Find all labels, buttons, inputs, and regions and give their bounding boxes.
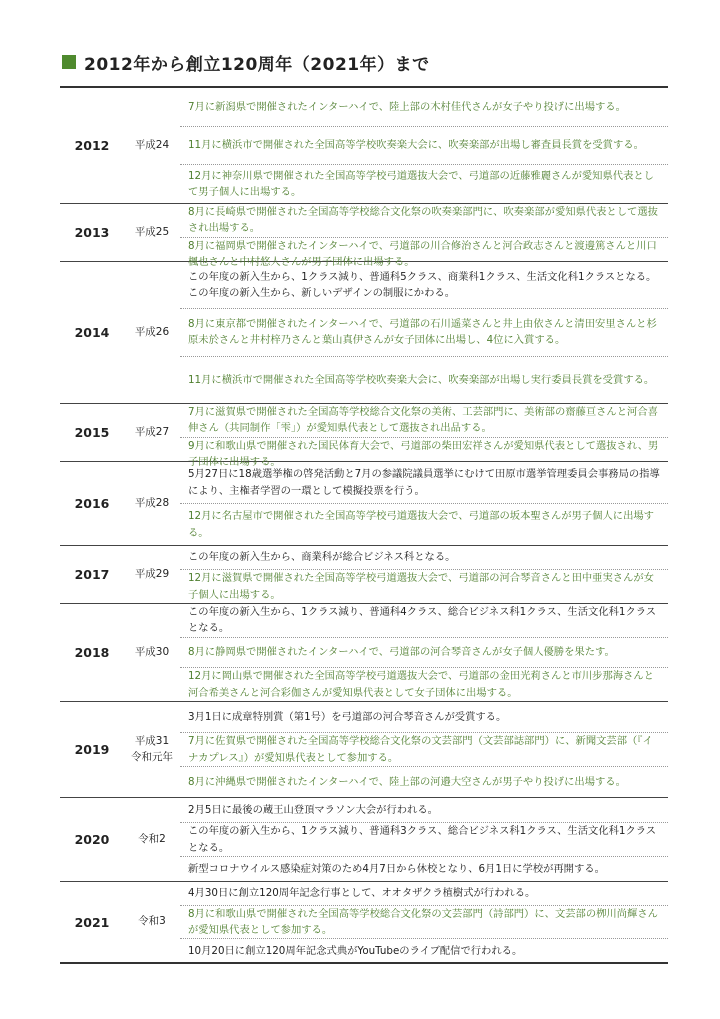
events-list [180,798,668,881]
title-square-icon [62,55,76,69]
era-name: 令和元年 [131,750,173,763]
year-label: 2016 [74,496,110,511]
year-label: 2013 [74,225,110,240]
year-label: 2021 [74,914,110,930]
event-item: 9月に和歌山県で開催された国民体育大会で、弓道部の柴田宏祥さんが愛知県代表として選抜され、男子団体に出場する。 [188,439,659,469]
events-list [180,702,668,797]
year-label: 2015 [74,425,110,440]
year-block-2013 [60,204,668,269]
era-name: 平成25 [134,225,170,238]
year-label: 2014 [74,325,110,340]
history-table [60,88,668,964]
events-list [180,882,668,962]
event-item: 11月に横浜市で開催された全国高等学校吹奏楽大会に、吹奏楽部が出場し審査員長賞を受賞する。 [180,127,668,166]
event-item: この年度の新入生から、商業科が総合ビジネス科となる。 [180,546,668,570]
event-item: 7月に滋賀県で開催された全国高等学校総合文化祭の美術、工芸部門に、美術部の齋藤亘さんと河合喜伸さん（共同制作「雫」）が愛知県代表として選抜され出品する。 [180,404,668,438]
year-block-2018 [60,604,668,702]
year-block-2012 [60,88,668,204]
era-label [124,462,180,545]
event-item: 12月に名古屋市で開催された全国高等学校弓道選抜大会で、弓道部の坂本聖さんが男子個人に出場する。 [188,510,654,539]
era-name: 平成24 [134,138,170,151]
year-label: 2020 [74,832,110,847]
era-label [124,702,180,797]
event-item: 11月に横浜市で開催された全国高等学校吹奏楽大会に、吹奏楽部が出場し実行委員長賞を受賞する。 [188,373,655,386]
era-name: 平成27 [134,425,170,438]
event-item: この年度の新入生から、1クラス減り、普通科3クラス、総合ビジネス科1クラス、生活文化科1クラスとなる。 [180,823,668,857]
event-item: 8月に東京都で開催されたインターハイで、弓道部の石川遥菜さんと井上由依さんと清田安里さんと杉原未於さんと井村梓乃さんと葉山真伊さんが女子団体に出場し、4位に入賞する。 [180,309,668,356]
year-label: 2017 [74,567,110,582]
event-item: 12月に岡山県で開催された全国高等学校弓道選抜大会で、弓道部の金田光莉さんと市川步那海さんと河合希美さんと河合彩伽さんが愛知県代表として女子団体に出場する。 [188,670,654,699]
event-item: 8月に福岡県で開催されたインターハイで、弓道部の川合修治さんと河合政志さんと渡邊篤さんと川口楓也さんと中村悠人さんが男子団体に出場する。 [188,239,657,269]
event-item: 8月に和歌山県で開催された全国高等学校総合文化祭の文芸部門（詩部門）に、文芸部の栁川尚輝さんが愛知県代表として参加する。 [180,906,668,940]
era-name: 平成30 [134,645,170,658]
era-label [124,204,180,261]
events-list [180,404,668,469]
events-list [180,88,668,203]
year-block-2020 [60,798,668,882]
year-block-2015 [60,404,668,469]
event-item: 12月に滋賀県で開催された全国高等学校弓道選抜大会で、弓道部の河合琴音さんと田中亜実さんが女子個人に出場する。 [188,572,654,601]
events-list [180,204,668,269]
event-item: 2月5日に最後の蔵王山登頂マラソン大会が行われる。 [180,798,668,823]
event-item: 7月に佐賀県で開催された全国高等学校総合文化祭の文芸部門（文芸部誌部門）に、新聞文芸部（『イナカプレス』）が愛知県代表として参加する。 [180,733,668,767]
year-block-2017 [60,546,668,604]
year-block-2019 [60,702,668,798]
era-label [124,88,180,203]
event-item: 8月に沖縄県で開催されたインターハイで、陸上部の河邉大空さんが男子やり投げに出場する。 [188,775,626,788]
event-item: 3月1日に成章特別賞（第1号）を弓道部の河合琴音さんが受賞する。 [180,702,668,733]
events-list [180,546,668,603]
event-item: 8月に静岡県で開催されたインターハイで、弓道部の河合琴音さんが女子個人優勝を果たす。 [180,638,668,668]
era-name: 令和2 [138,832,166,845]
era-label [124,798,180,881]
era-label [124,882,180,962]
event-item: 12月に神奈川県で開催された全国高等学校弓道選抜大会で、弓道部の近藤雅麗さんが愛知県代表として男子個人に出場する。 [188,169,654,199]
year-label: 2018 [74,645,110,660]
era-name: 平成31 [134,735,170,748]
event-item: 8月に長崎県で開催された全国高等学校総合文化祭の吹奏楽部門に、吹奏楽部が愛知県代表として選抜され出場する。 [180,204,668,238]
event-item: 新型コロナウイルス感染症対策のため4月7日から休校となり、6月1日に学校が再開する。 [188,862,605,875]
event-item: 5月27日に18歳選挙権の啓発活動と7月の参議院議員選挙にむけて田原市選挙管理委員会事務局の指導により、主権者学習の一環として模擬投票を行う。 [180,462,668,504]
event-item: この年度の新入生から、1クラス減り、普通科4クラス、総合ビジネス科1クラス、生活文化科1クラスとなる。 [180,604,668,638]
era-name: 平成26 [134,325,170,338]
events-list [180,462,668,545]
page-title: 2012年から創立120周年（2021年）まで [84,54,430,75]
era-label [124,604,180,701]
year-label: 2012 [74,138,110,153]
events-list [180,604,668,701]
era-label [124,262,180,403]
era-label [124,546,180,603]
era-name: 平成29 [134,567,170,580]
event-item: 7月に新潟県で開催されたインターハイで、陸上部の木村佳代さんが女子やり投げに出場する。 [180,88,668,127]
event-item: 10月20日に創立120周年記念式典がYouTubeのライブ配信で行われる。 [188,944,523,957]
year-label: 2019 [74,742,110,757]
year-block-2014 [60,262,668,404]
event-item: この年度の新入生から、1クラス減り、普通科5クラス、商業科1クラス、生活文化科1クラスとなる。この年度の新入生から、新しいデザインの制服にかわる。 [180,262,668,309]
era-name: 令和3 [138,915,166,928]
era-name: 平成28 [134,496,170,509]
event-item: 4月30日に創立120周年記念行事として、オオタザクラ植樹式が行われる。 [180,882,668,906]
year-block-2021 [60,882,668,964]
era-label [124,404,180,461]
year-block-2016 [60,462,668,546]
page-title-group [62,48,430,76]
events-list [180,262,668,403]
